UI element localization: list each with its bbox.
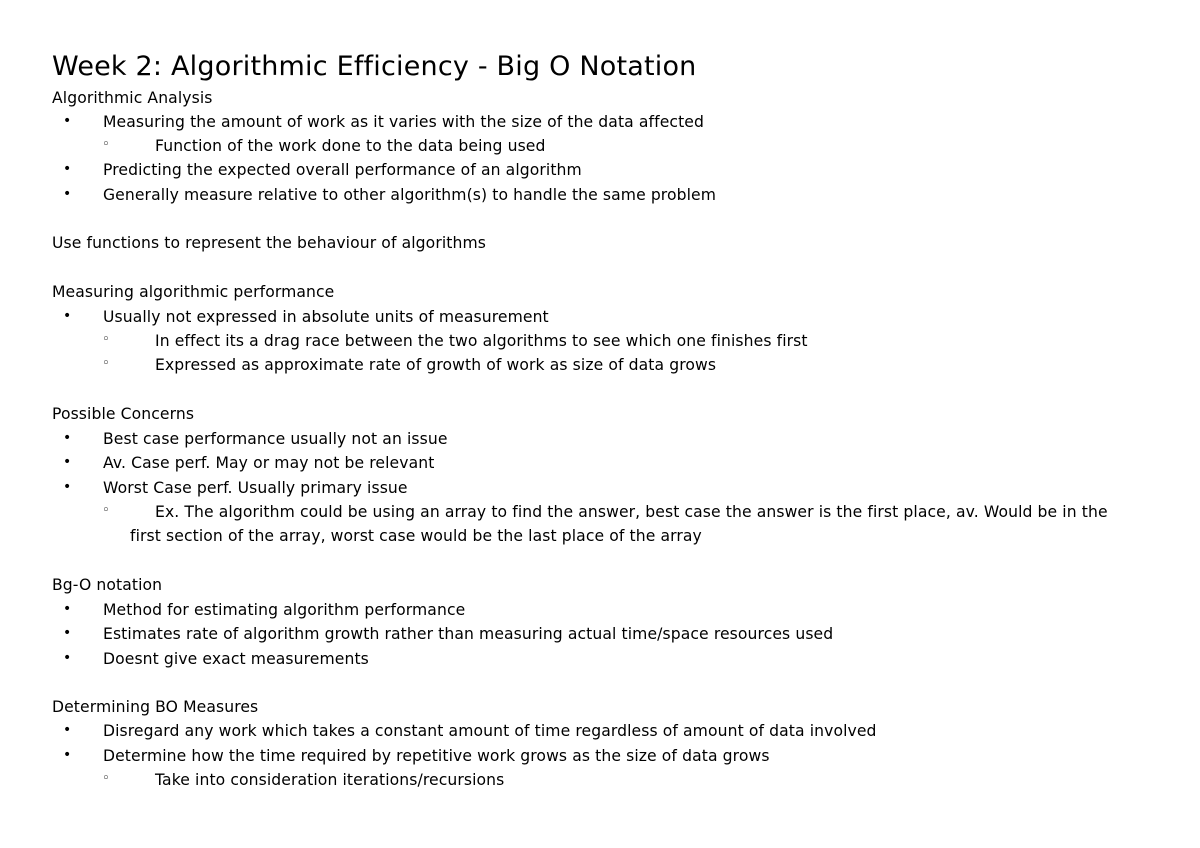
page-title: Week 2: Algorithmic Efficiency - Big O Notation [52,51,697,82]
list-item: Measuring the amount of work as it varies with the size of the data affected [103,113,704,131]
bullet-marker: • [63,430,72,446]
list-item: Method for estimating algorithm performance [103,601,466,619]
sub-bullet-marker: ◦ [102,137,110,152]
bullet-marker: • [63,625,72,641]
list-item: Generally measure relative to other algorithm(s) to handle the same problem [103,186,717,204]
bullet-marker: • [63,479,72,495]
bullet-marker: • [63,113,72,129]
list-item: Best case performance usually not an issue [103,430,448,448]
sub-bullet-marker: ◦ [102,332,110,347]
bullet-marker: • [63,601,72,617]
sub-list-item: In effect its a drag race between the two algorithms to see which one finishes first [155,332,808,350]
list-item: Determine how the time required by repetitive work grows as the size of data grows [103,747,770,765]
bullet-marker: • [63,747,72,763]
list-item: Worst Case perf. Usually primary issue [103,479,408,497]
list-item: Disregard any work which takes a constant amount of time regardless of amount of data involved [103,722,877,740]
list-item: Usually not expressed in absolute units of measurement [103,308,549,326]
sub-list-item-continuation: first section of the array, worst case would be the last place of the array [130,527,702,545]
sub-bullet-marker: ◦ [102,356,110,371]
sub-list-item: Function of the work done to the data being used [155,137,546,155]
bullet-marker: • [63,186,72,202]
section-heading-determining: Determining BO Measures [52,698,259,716]
bullet-marker: • [63,308,72,324]
section-heading-bigo: Bg-O notation [52,576,163,594]
bullet-marker: • [63,722,72,738]
section-heading-analysis: Algorithmic Analysis [52,89,213,107]
sub-list-item: Take into consideration iterations/recursions [155,771,505,789]
sub-bullet-marker: ◦ [102,503,110,518]
list-item: Estimates rate of algorithm growth rather than measuring actual time/space resources used [103,625,834,643]
paragraph-functions: Use functions to represent the behaviour of algorithms [52,234,486,252]
sub-list-item: Ex. The algorithm could be using an array to find the answer, best case the answer is the first place, av. Would be in the [155,503,1108,521]
list-item: Av. Case perf. May or may not be relevant [103,454,435,472]
section-heading-measuring: Measuring algorithmic performance [52,283,335,301]
sub-list-item: Expressed as approximate rate of growth of work as size of data grows [155,356,717,374]
sub-bullet-marker: ◦ [102,771,110,786]
bullet-marker: • [63,650,72,666]
section-heading-concerns: Possible Concerns [52,405,195,423]
bullet-marker: • [63,454,72,470]
list-item: Doesnt give exact measurements [103,650,369,668]
list-item: Predicting the expected overall performance of an algorithm [103,161,582,179]
bullet-marker: • [63,161,72,177]
